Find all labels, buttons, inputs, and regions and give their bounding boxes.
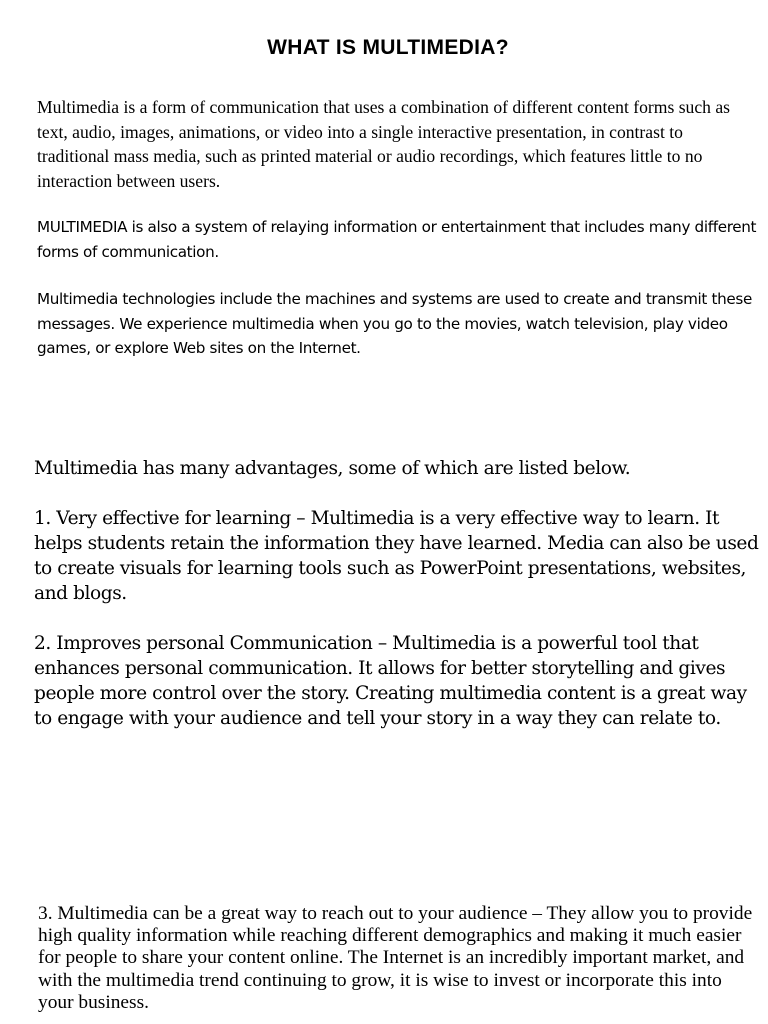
advantage-item: 1. Very effective for learning – Multimedia is a very effective way to learn. It helps students retain the information they have learned. Media can also be used to create visuals for learning tools such as PowerPoint presentations, websites, and blogs. bbox=[34, 508, 759, 604]
advantages-intro: Multimedia has many advantages, some of which are listed below. bbox=[34, 458, 631, 479]
page-title: WHAT IS MULTIMEDIA? bbox=[267, 36, 509, 59]
technologies-paragraph: Multimedia technologies include the machines and systems are used to create and transmit these messages. We experience multimedia when you go to the movies, watch television, play video games, or explore Web sites on the Internet. bbox=[37, 290, 752, 357]
advantage-item: 2. Improves personal Communication – Multimedia is a powerful tool that enhances personal communication. It allows for better storytelling and gives people more control over the story. Creating multimedia content is a great way to engage with your audience and tell your story in a way they can relate to. bbox=[34, 633, 747, 729]
definition-paragraph: Multimedia is a form of communication that uses a combination of different content forms such as text, audio, images, animations, or video into a single interactive presentation, in contrast to traditional mass media, such as printed material or audio recordings, which features little to no interaction between users. bbox=[37, 97, 730, 191]
system-paragraph: MULTIMEDIA is also a system of relaying information or entertainment that includes many different forms of communication. bbox=[37, 218, 757, 261]
advantage-item: 3. Multimedia can be a great way to reach out to your audience – They allow you to provide high quality information while reaching different demographics and making it much easier for people to share your content online. The Internet is an incredibly important market, and with the multimedia trend continuing to grow, it is wise to invest or incorporate this into your business. bbox=[38, 903, 753, 1013]
